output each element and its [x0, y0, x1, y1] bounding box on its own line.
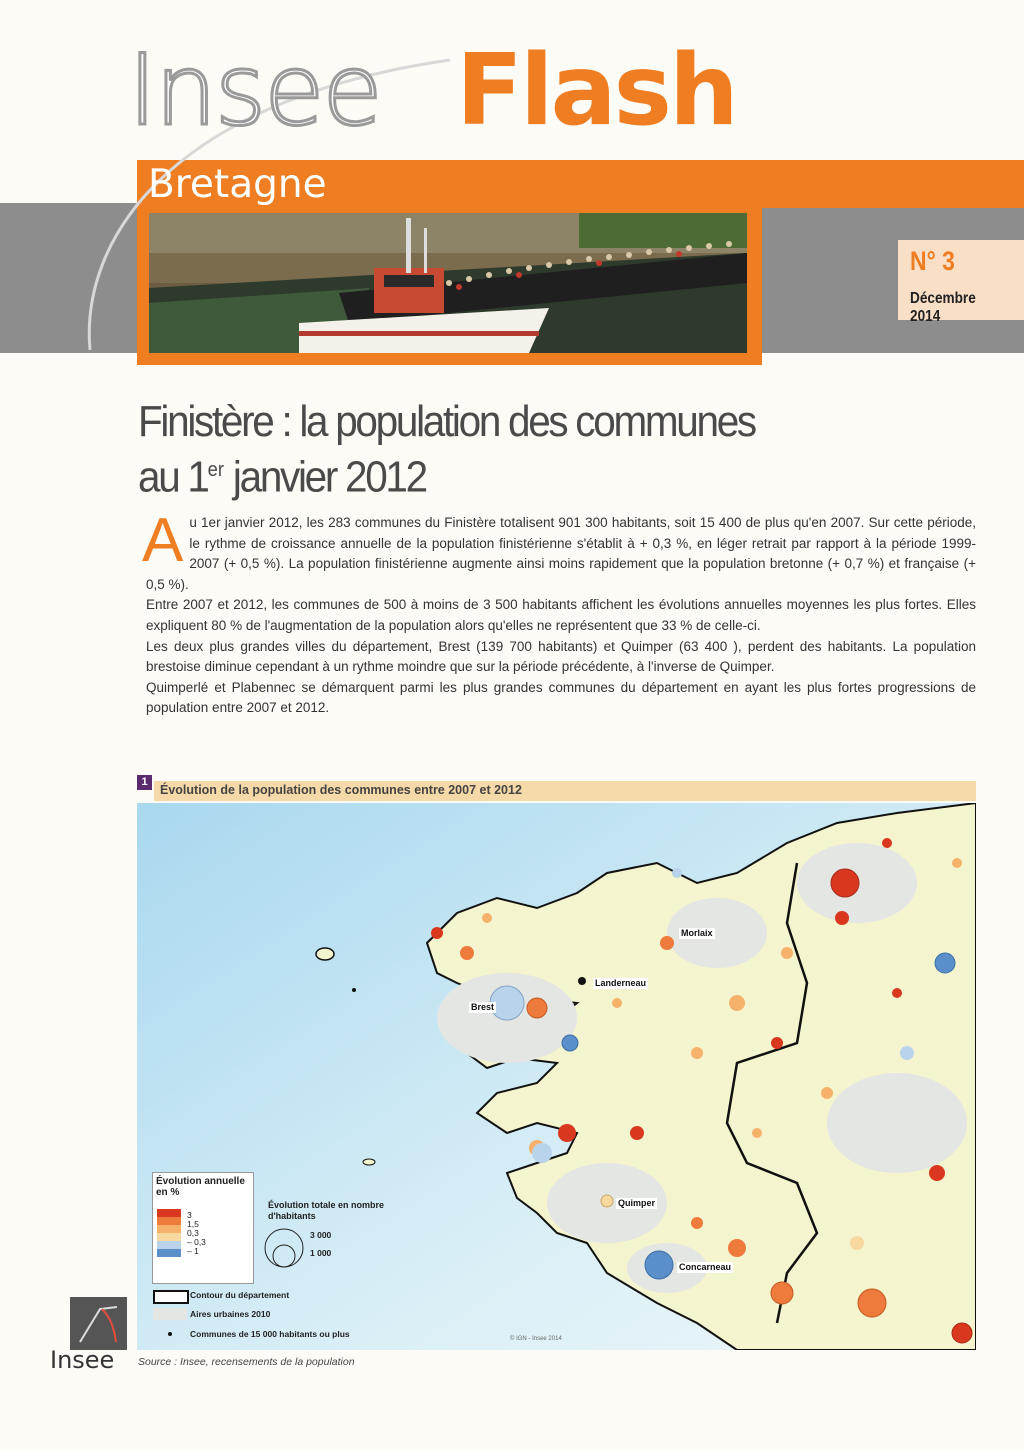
paragraph-2: Entre 2007 et 2012, les communes de 500 à moins de 3 500 habitants affichent les évolutions annuelles moyennes les plus fortes. Elles expliquent 80 % de l'augmentation de la population alors qu'elles ne représentent que 33 % de celle-ci. — [146, 597, 976, 633]
legend-swatch-3 — [157, 1225, 181, 1233]
legend-swatch-4 — [157, 1233, 181, 1241]
city-label-morlaix: Morlaix — [681, 928, 713, 938]
legend-color-box — [152, 1172, 254, 1284]
insee-logo-text: Insee — [50, 1346, 115, 1374]
figure-title: Évolution de la population des communes entre 2007 et 2012 — [160, 783, 522, 797]
legend-color-ramp — [157, 1209, 181, 1257]
island-sein — [363, 1159, 375, 1165]
title-line-2 — [138, 446, 837, 502]
legend-contour-swatch — [153, 1290, 189, 1304]
map-credit: © IGN - Insee 2014 — [510, 1336, 562, 1342]
city-label-concarneau: Concarneau — [679, 1262, 732, 1272]
region-label: Bretagne — [148, 162, 327, 207]
logo-flash: Flash — [456, 34, 736, 148]
issue-date: Décembre 2014 — [910, 290, 976, 325]
title-line-2-pre: au 1 — [138, 452, 208, 502]
issue-number: N° 3 — [910, 246, 955, 276]
figure-number: 1 — [137, 775, 152, 790]
figure-source: Source : Insee, recensements de la population — [138, 1356, 355, 1368]
paragraph-1-text: u 1er janvier 2012, les 283 communes du Finistère totalisent 901 300 habitants, soit 15 400 de plus qu'en 2007. Sur cette période, le rythme de croissance annuelle de la population finistérienne s'établit à + 0,3 %, en léger retrait par rapport à la période 1999-2007 (+ 0,5 %). La population finistérienne augmente ainsi moins rapidement que la population bretonne (+ 0,7 %) et française (+ 0,5 %). — [146, 515, 976, 592]
legend-swatch-6 — [157, 1249, 181, 1257]
legend-break-1: 3 — [187, 1210, 192, 1220]
island-small — [352, 988, 356, 992]
dropcap: A — [142, 506, 184, 575]
title-line-2-sup: er — [207, 459, 224, 481]
insee-logo-mark — [70, 1297, 127, 1350]
legend-break-3: 0,3 — [187, 1228, 199, 1238]
legend-break-2: 1,5 — [187, 1219, 199, 1229]
city-label-brest: Brest — [471, 1002, 495, 1012]
legend-size-1000: 1 000 — [310, 1248, 332, 1258]
legend-contour-label: Contour du département — [190, 1290, 290, 1300]
title-line-2-post: janvier 2012 — [223, 452, 426, 502]
legend-urban-label: Aires urbaines 2010 — [190, 1309, 271, 1319]
legend-dot-label: Communes de 15 000 habitants ou plus — [190, 1329, 350, 1339]
legend-break-4: – 0,3 — [187, 1237, 206, 1247]
paragraph-1 — [142, 506, 976, 595]
city-label-quimper: Quimper — [618, 1198, 656, 1208]
legend-urban-swatch — [153, 1308, 187, 1320]
legend-size-title: Évolution totale en nombre d'habitants — [268, 1200, 385, 1221]
logo-insee: Insee — [128, 34, 381, 148]
header-photo — [149, 213, 747, 353]
article-body — [142, 506, 976, 719]
legend-size-3000: 3 000 — [310, 1230, 332, 1240]
legend-color-title: Évolution annuelle en % — [156, 1176, 245, 1198]
legend-break-5: – 1 — [187, 1246, 199, 1256]
legend-swatch-1 — [157, 1209, 181, 1217]
island-ouessant — [316, 948, 334, 960]
legend-swatch-2 — [157, 1217, 181, 1225]
title-line-1: Finistère : la population des communes — [138, 397, 755, 446]
article-title — [138, 398, 837, 502]
legend-dot-swatch — [168, 1332, 172, 1336]
city-label-landerneau: Landerneau — [595, 978, 647, 988]
legend-swatch-5 — [157, 1241, 181, 1249]
paragraph-3: Les deux plus grandes villes du département, Brest (139 700 habitants) et Quimper (63 400 ), perdent des habitants. La population brestoise diminue cependant à un rythme moindre que sur la période précédente, à l'inverse de Quimper. — [146, 638, 976, 675]
paragraph-4: Quimperlé et Plabennec se démarquent parmi les plus grandes communes du département en ayant les plus fortes progressions de population entre 2007 et 2012. — [146, 679, 976, 716]
